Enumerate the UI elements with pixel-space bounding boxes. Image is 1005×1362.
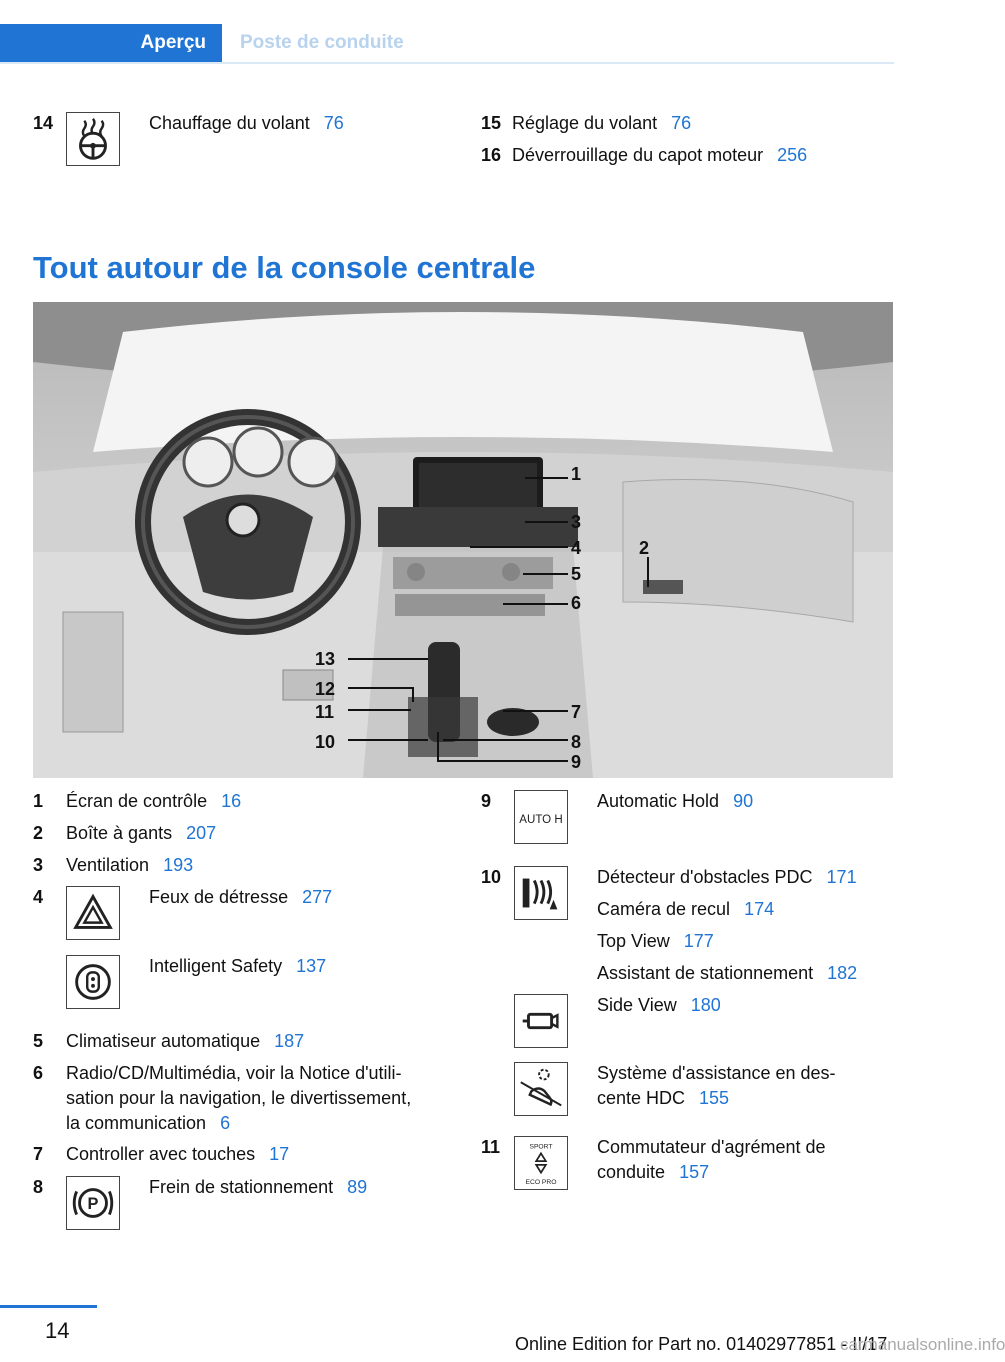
item-number: 1: [33, 791, 44, 811]
item-label: Assistant de stationnement 182: [597, 963, 858, 983]
item-number: 4: [33, 887, 44, 907]
item-label: Déverrouillage du capot moteur 256: [512, 145, 808, 165]
hazard-warning-icon: [66, 886, 120, 940]
page-ref-link[interactable]: 207: [186, 823, 217, 843]
page-ref-link[interactable]: 174: [744, 899, 775, 919]
item-number: 16: [481, 145, 502, 165]
item-number: 14: [33, 113, 54, 133]
callout-label: 4: [571, 538, 582, 558]
item-label: Radio/CD/Multimédia, voir la Notice d'utili- sation pour la navigation, le divertissement, la communication 6: [66, 1063, 412, 1133]
item-label: Ventilation 193: [66, 855, 194, 875]
park-distance-control-icon: [514, 866, 568, 920]
item-label: Top View 177: [597, 931, 714, 951]
item-label: Chauffage du volant 76: [149, 113, 344, 133]
item-label: Feux de détresse 277: [149, 887, 333, 907]
page-ref-link[interactable]: 155: [699, 1088, 730, 1108]
item-label: Commutateur d'agrément de conduite 157: [597, 1137, 826, 1182]
page-ref-link[interactable]: 76: [671, 113, 692, 133]
page-ref-link[interactable]: 16: [221, 791, 242, 811]
page-ref-link[interactable]: 171: [826, 867, 857, 887]
item-label: Écran de contrôle 16: [66, 791, 242, 811]
callout-label: 5: [571, 564, 582, 584]
item-number: 6: [33, 1063, 44, 1083]
page-ref-link[interactable]: 182: [827, 963, 858, 983]
page-ref-link[interactable]: 180: [690, 995, 721, 1015]
page-ref-link[interactable]: 89: [347, 1177, 368, 1197]
header-tabs: [0, 24, 894, 64]
item-label: Controller avec touches 17: [66, 1144, 290, 1164]
page-ref-link[interactable]: 187: [274, 1031, 305, 1051]
tab-poste-de-conduite[interactable]: Poste de conduite: [240, 32, 404, 53]
item-number: 3: [33, 855, 44, 875]
page-ref-link[interactable]: 76: [323, 113, 344, 133]
item-number: 15: [481, 113, 502, 133]
item-label: Climatiseur automatique 187: [66, 1031, 305, 1051]
callout-label: 8: [571, 732, 582, 752]
intelligent-safety-icon: [66, 955, 120, 1009]
page-ref-link[interactable]: 277: [302, 887, 333, 907]
svg-text:AUTO H: AUTO H: [519, 813, 563, 826]
item-label: Boîte à gants 207: [66, 823, 217, 843]
hill-descent-control-icon: [514, 1062, 568, 1116]
page-ref-link[interactable]: 193: [163, 855, 194, 875]
page-ref-link[interactable]: 177: [683, 931, 714, 951]
tab-apercu[interactable]: Aperçu: [0, 24, 222, 62]
page-ref-link[interactable]: 137: [296, 956, 327, 976]
svg-text:P: P: [87, 1194, 99, 1213]
callout-label: 11: [315, 702, 335, 722]
item-number: 7: [33, 1144, 44, 1164]
callout-label: 10: [315, 732, 336, 752]
cockpit-illustration: [33, 302, 893, 778]
footer-accent-line: [0, 1305, 97, 1308]
item-label: Automatic Hold 90: [597, 791, 754, 811]
svg-text:SPORT: SPORT: [529, 1143, 553, 1151]
page-ref-link[interactable]: 6: [220, 1113, 231, 1133]
auto-hold-icon: [514, 790, 568, 844]
heated-steering-wheel-icon: [66, 112, 120, 166]
side-view-camera-icon: [514, 994, 568, 1048]
item-label: Détecteur d'obstacles PDC 171: [597, 867, 857, 887]
watermark: carmanualsonline.info: [840, 1335, 1005, 1354]
item-number: 9: [481, 791, 492, 811]
page-ref-link[interactable]: 157: [679, 1162, 710, 1182]
item-number: 8: [33, 1177, 44, 1197]
callout-label: 1: [571, 464, 582, 484]
parking-brake-icon: [66, 1176, 120, 1230]
item-label: Réglage du volant 76: [512, 113, 692, 133]
page-ref-link[interactable]: 256: [777, 145, 808, 165]
item-number: 5: [33, 1031, 44, 1051]
item-label: Side View 180: [597, 995, 721, 1015]
callout-label: 9: [571, 752, 582, 772]
page-ref-link[interactable]: 17: [269, 1144, 290, 1164]
callout-label: 7: [571, 702, 582, 722]
item-label: Intelligent Safety 137: [149, 956, 327, 976]
item-label: Système d'assistance en des- cente HDC 155: [597, 1063, 836, 1108]
section-title: Tout autour de la console centrale: [33, 250, 536, 285]
svg-text:ECO PRO: ECO PRO: [525, 1179, 557, 1187]
page-ref-link[interactable]: 90: [733, 791, 754, 811]
edition-text: Online Edition for Part no. 01402977851 - II/17: [515, 1334, 888, 1354]
item-number: 11: [481, 1137, 501, 1157]
item-label: Caméra de recul 174: [597, 899, 775, 919]
item-label: Frein de stationnement 89: [149, 1177, 368, 1197]
driving-experience-switch-icon: [514, 1136, 568, 1190]
item-number: 10: [481, 867, 502, 887]
callout-label: 3: [571, 512, 582, 532]
callout-label: 12: [315, 679, 336, 699]
item-number: 2: [33, 823, 44, 843]
callout-label: 6: [571, 593, 582, 613]
callout-label: 2: [639, 538, 650, 558]
callout-label: 13: [315, 649, 336, 669]
page-number: 14: [45, 1318, 70, 1343]
